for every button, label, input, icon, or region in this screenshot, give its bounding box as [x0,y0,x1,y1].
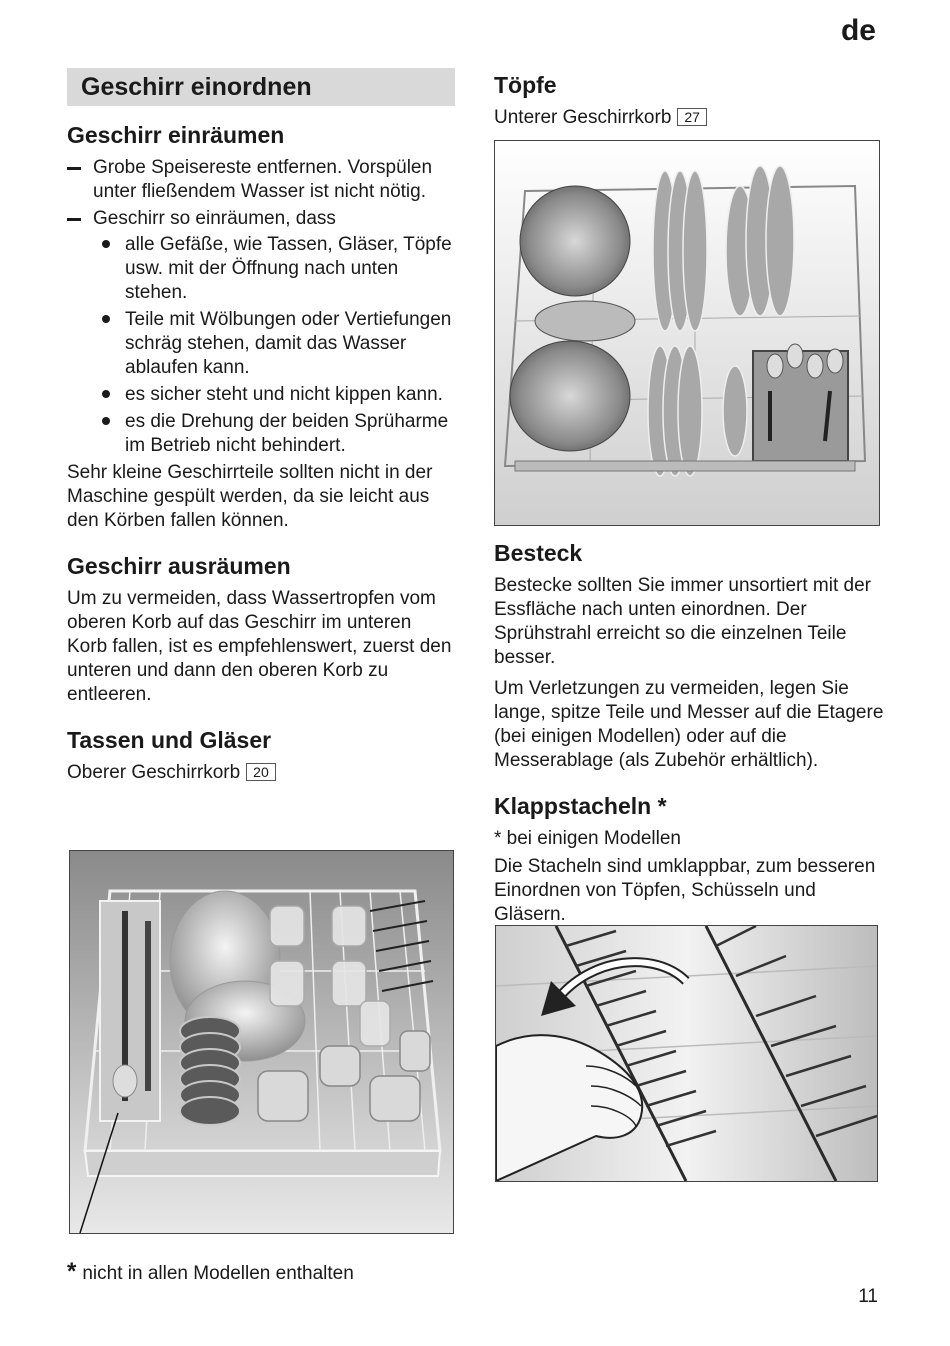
dash-item: Grobe Speisereste entfernen. Vorspülen unter fließendem Wasser ist nicht nötig. [67,156,455,204]
dash-item [67,207,455,458]
dash-item-text: Geschirr so einräumen, dass [93,208,336,229]
bullet-list [93,233,455,458]
lower-basket-image [494,140,880,526]
dash-list [67,156,455,458]
page-number: 11 [858,1286,878,1307]
heading-toepfe: Töpfe [494,72,557,98]
language-code: de [840,14,876,47]
heading-klappstacheln: Klappstacheln * [494,793,667,819]
bullet-item: Teile mit Wölbungen oder Vertiefungen schräg stehen, damit das Wasser ablaufen kann. [93,308,455,380]
heading-tassen: Tassen und Gläser [67,727,272,753]
footnote-star: * [67,1258,77,1285]
ref-number: 27 [677,108,707,126]
right-column [494,70,884,130]
caption-text: Oberer Geschirrkorb [67,762,241,783]
ref-number: 20 [246,763,276,781]
right-column-lower [494,538,884,927]
section-banner: Geschirr einordnen [67,68,455,106]
bullet-item: es die Drehung der beiden Sprüharme im Betrieb nicht behindert. [93,410,455,458]
text-besteck-2: Um Verletzungen zu vermeiden, legen Sie lange, spitze Teile und Messer auf die Etagere (bei einigen Modellen) oder auf die Messerablage (als Zubehör erhältlich). [494,678,884,771]
caption-text: Unterer Geschirrkorb [494,107,672,128]
footnote [67,1258,354,1286]
caption-lower-basket [494,106,884,130]
left-column [67,68,455,785]
heading-ausraeumen: Geschirr ausräumen [67,553,291,579]
note-some-models: * bei einigen Modellen [494,828,681,849]
bullet-item: es sicher steht und nicht kippen kann. [93,383,455,407]
text-besteck-1: Bestecke sollten Sie immer unsortiert mit der Essfläche nach unten einordnen. Der Sprühstrahl erreicht so die einzelnen Teile besser. [494,575,871,668]
footnote-text: nicht in allen Modellen enthalten [82,1263,354,1284]
text-klappstacheln: Die Stacheln sind umklappbar, zum besseren Einordnen von Töpfen, Schüsseln und Gläsern. [494,856,876,925]
text-ausraeumen: Um zu vermeiden, dass Wassertropfen vom oberen Korb auf das Geschirr im unteren Korb fallen, ist es empfehlenswert, zuerst den unteren und dann den oberen Korb zu entleeren. [67,588,452,705]
caption-upper-basket [67,761,455,785]
folding-spikes-image [495,925,878,1182]
heading-einraeumen: Geschirr einräumen [67,122,285,148]
bullet-item: alle Gefäße, wie Tassen, Gläser, Töpfe usw. mit der Öffnung nach unten stehen. [93,233,455,305]
heading-besteck: Besteck [494,540,583,566]
upper-basket-image [69,850,454,1234]
note-small-items: Sehr kleine Geschirrteile sollten nicht in der Maschine gespült werden, da sie leicht aus den Körben fallen können. [67,462,433,531]
